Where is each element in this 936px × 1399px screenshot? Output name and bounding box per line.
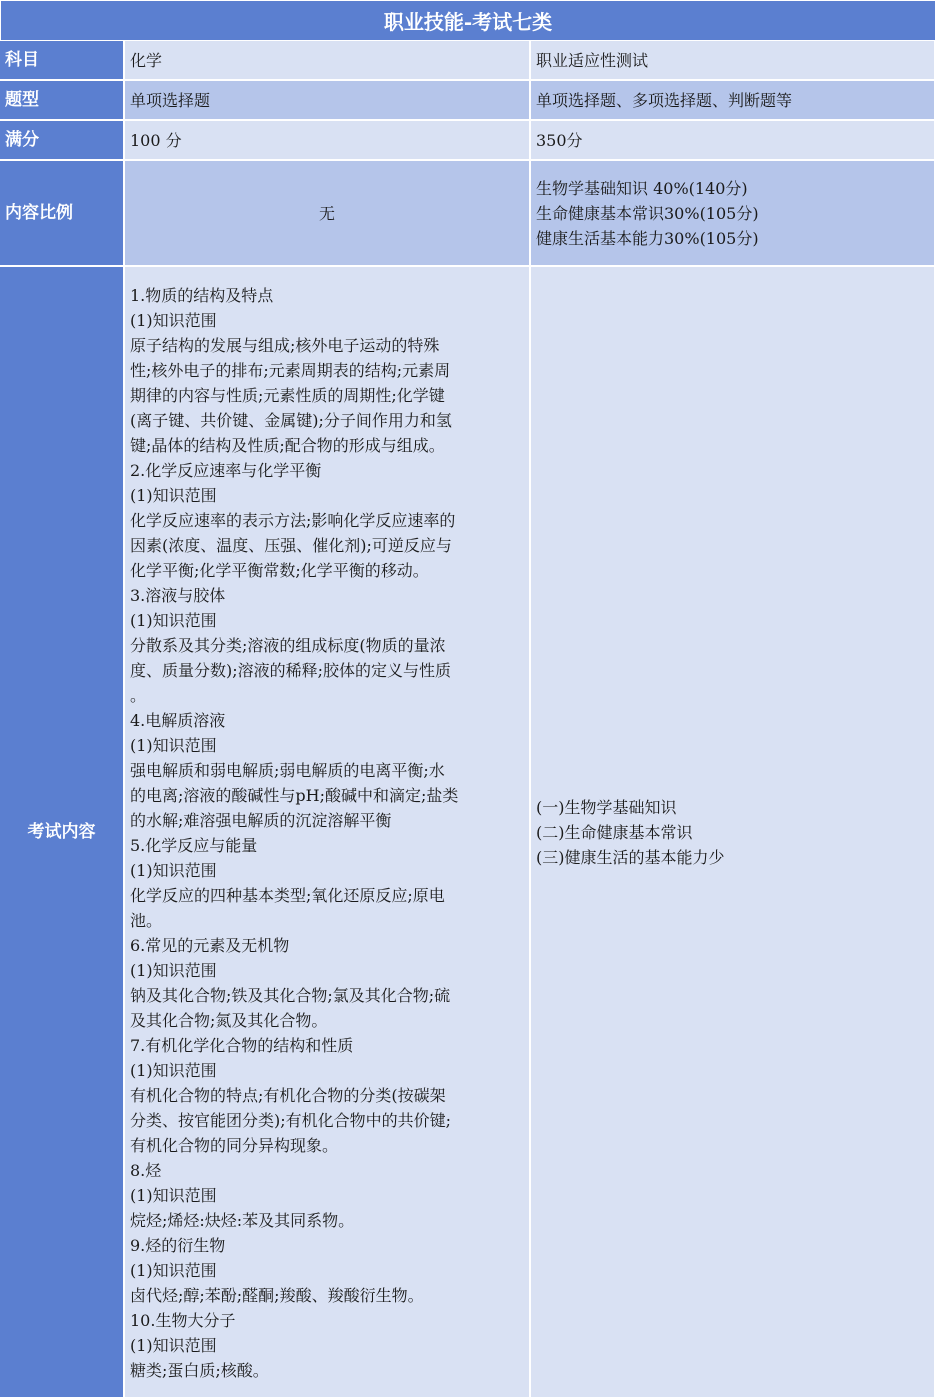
content-col1-line: (1)知识范围 xyxy=(130,486,217,505)
content-col1-line: 6.常见的元素及无机物 xyxy=(130,936,290,955)
content-col1-line: 的水解;难溶强电解质的沉淀溶解平衡 xyxy=(130,811,392,830)
content-col1-line: (离子键、共价键、金属键);分子间作用力和氢 xyxy=(130,411,452,430)
content-col1-line: 有机化合物的特点;有机化合物的分类(按碳架 xyxy=(130,1086,446,1105)
content-col1-line: 化学平衡;化学平衡常数;化学平衡的移动。 xyxy=(130,561,429,580)
ratio-col1: 无 xyxy=(125,161,531,267)
subject-col2: 职业适应性测试 xyxy=(531,41,936,81)
content-col1-line: 性;核外电子的排布;元素周期表的结构;元素周 xyxy=(130,361,451,380)
label-question-type: 题型 xyxy=(0,81,125,121)
content-col1-line: 。 xyxy=(130,686,147,705)
label-subject: 科目 xyxy=(0,41,125,81)
full-score-col2: 350分 xyxy=(531,121,936,161)
content-col1-line: 4.电解质溶液 xyxy=(130,711,226,730)
content-col1-line: (1)知识范围 xyxy=(130,611,217,630)
content-col2 xyxy=(531,267,936,1399)
content-col1-line: 有机化合物的同分异构现象。 xyxy=(130,1136,339,1155)
label-content: 考试内容 xyxy=(0,267,125,1399)
content-col1-list xyxy=(130,283,521,1383)
content-col1-line: 度、质量分数);溶液的稀释;胶体的定义与性质 xyxy=(130,661,452,680)
content-col1-line: 池。 xyxy=(130,911,163,930)
ratio-col2 xyxy=(531,161,936,267)
content-col2-line: (三)健康生活的基本能力少 xyxy=(536,847,725,867)
row-ratio xyxy=(0,161,936,267)
content-col2-line: (二)生命健康基本常识 xyxy=(536,822,693,842)
ratio-line: 生物学基础知识 40%(140分) xyxy=(536,178,748,198)
content-col1-line: 钠及其化合物;铁及其化合物;氯及其化合物;硫 xyxy=(130,986,451,1005)
content-col1-line: 的电离;溶液的酸碱性与pH;酸碱中和滴定;盐类 xyxy=(130,786,459,805)
content-col1-line: 因素(浓度、温度、压强、催化剂);可逆反应与 xyxy=(130,536,452,555)
content-col1-line: (1)知识范围 xyxy=(130,311,217,330)
content-col1-line: (1)知识范围 xyxy=(130,1261,217,1280)
content-col1-line: 9.烃的衍生物 xyxy=(130,1236,226,1255)
question-type-col1: 单项选择题 xyxy=(125,81,531,121)
content-col1-line: 糖类;蛋白质;核酸。 xyxy=(130,1361,269,1380)
content-col1-line: 分类、按官能团分类);有机化合物中的共价键; xyxy=(130,1111,452,1130)
content-col1-line: 1.物质的结构及特点 xyxy=(130,286,274,305)
content-col1-line: 键;晶体的结构及性质;配合物的形成与组成。 xyxy=(130,436,445,455)
content-col1-line: 5.化学反应与能量 xyxy=(130,836,258,855)
content-col1-line: 2.化学反应速率与化学平衡 xyxy=(130,461,322,480)
subject-col1: 化学 xyxy=(125,41,531,81)
row-question-type xyxy=(0,81,936,121)
content-col1-line: (1)知识范围 xyxy=(130,961,217,980)
ratio-line: 生命健康基本常识30%(105分) xyxy=(536,203,759,223)
full-score-col1: 100 分 xyxy=(125,121,531,161)
content-col1-line: 卤代烃;醇;苯酚;醛酮;羧酸、羧酸衍生物。 xyxy=(130,1286,424,1305)
content-col1-line: 及其化合物;氮及其化合物。 xyxy=(130,1011,328,1030)
content-col1-line: 8.烃 xyxy=(130,1161,162,1180)
content-col1-line: (1)知识范围 xyxy=(130,1336,217,1355)
row-content xyxy=(0,267,936,1399)
content-col1-line: (1)知识范围 xyxy=(130,1186,217,1205)
label-ratio: 内容比例 xyxy=(0,161,125,267)
content-col1-line: 化学反应的四种基本类型;氧化还原反应;原电 xyxy=(130,886,445,905)
content-col1-line: 分散系及其分类;溶液的组成标度(物质的量浓 xyxy=(130,636,446,655)
content-col2-list xyxy=(536,795,725,870)
content-col1-line: (1)知识范围 xyxy=(130,1061,217,1080)
ratio-line: 健康生活基本能力30%(105分) xyxy=(536,228,759,248)
content-col1-line: 3.溶液与胶体 xyxy=(130,586,226,605)
content-col1-line: 7.有机化学化合物的结构和性质 xyxy=(130,1036,354,1055)
content-col1-line: 烷烃;烯烃:炔烃:苯及其同系物。 xyxy=(130,1211,355,1230)
row-subject xyxy=(0,41,936,81)
label-full-score: 满分 xyxy=(0,121,125,161)
ratio-list xyxy=(536,176,759,251)
content-col1-line: 10.生物大分子 xyxy=(130,1311,236,1330)
table-title: 职业技能-考试七类 xyxy=(0,0,936,41)
content-col1-line: 期律的内容与性质;元素性质的周期性;化学键 xyxy=(130,386,445,405)
content-col1-line: 原子结构的发展与组成;核外电子运动的特殊 xyxy=(130,336,440,355)
content-col1-line: (1)知识范围 xyxy=(130,861,217,880)
content-col1-line: 强电解质和弱电解质;弱电解质的电离平衡;水 xyxy=(130,761,445,780)
content-col1-line: (1)知识范围 xyxy=(130,736,217,755)
row-full-score xyxy=(0,121,936,161)
content-col1-line: 化学反应速率的表示方法;影响化学反应速率的 xyxy=(130,511,456,530)
question-type-col2: 单项选择题、多项选择题、判断题等 xyxy=(531,81,936,121)
content-col1 xyxy=(125,267,531,1399)
content-col2-line: (一)生物学基础知识 xyxy=(536,797,677,817)
